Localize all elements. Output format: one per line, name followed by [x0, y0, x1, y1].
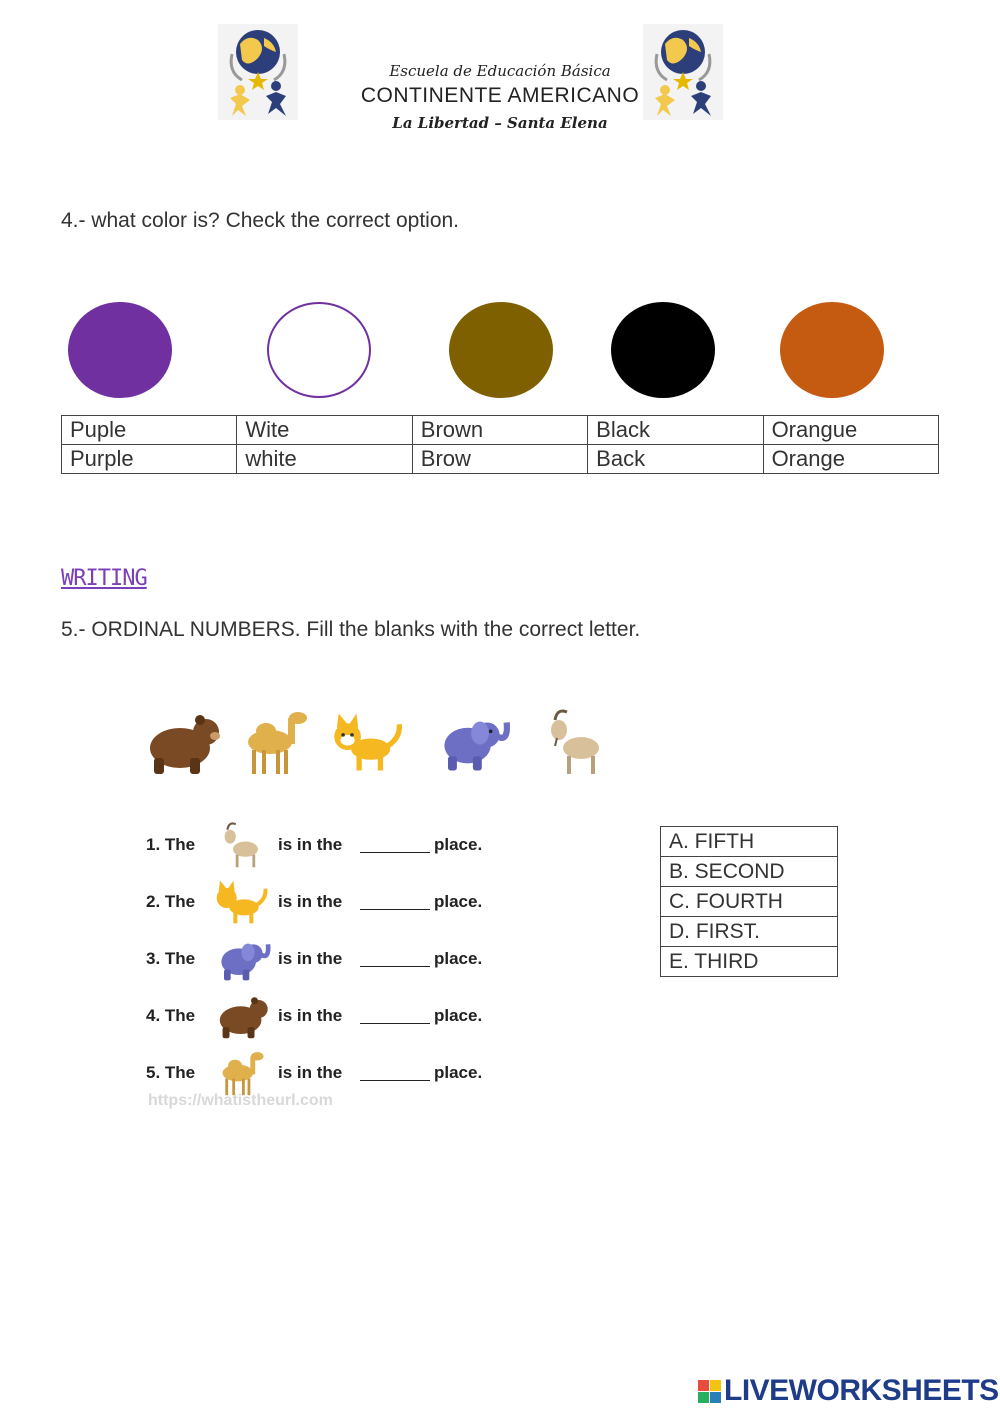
- table-row: [661, 857, 838, 887]
- question-4-prompt: 4.- what color is? Check the correct option.: [61, 209, 460, 232]
- option-cell[interactable]: Wite: [237, 416, 412, 445]
- option-cell[interactable]: Back: [588, 445, 763, 474]
- table-row: [661, 827, 838, 857]
- sentence-mid: is in the: [278, 892, 343, 911]
- swatch-brown: [449, 302, 553, 398]
- option-cell[interactable]: Orange: [763, 445, 938, 474]
- answer-option: E. THIRD: [661, 947, 838, 977]
- sentence-5: [146, 1048, 482, 1098]
- goat-icon: [212, 820, 272, 870]
- bear-icon: [212, 991, 272, 1041]
- table-row: [62, 445, 939, 474]
- school-location: La Libertad – Santa Elena: [392, 114, 608, 132]
- sentence-list: [146, 820, 482, 1098]
- sentence-mid: is in the: [278, 949, 343, 968]
- school-line1: Escuela de Educación Básica: [389, 62, 611, 80]
- sentence-end: place.: [434, 1063, 483, 1082]
- sentence-number: 2. The: [146, 892, 196, 911]
- option-cell[interactable]: Orangue: [763, 416, 938, 445]
- sentence-number: 1. The: [146, 835, 196, 854]
- answer-option: D. FIRST.: [661, 917, 838, 947]
- answer-options-table: [660, 826, 838, 977]
- answer-option: B. SECOND: [661, 857, 838, 887]
- school-logo-icon: [218, 24, 298, 120]
- table-row: [661, 917, 838, 947]
- swatch-black: [611, 302, 715, 398]
- option-cell[interactable]: Black: [588, 416, 763, 445]
- cat-icon: [212, 877, 272, 927]
- elephant-icon: [212, 934, 272, 984]
- school-header: [350, 62, 650, 132]
- sentence-number: 4. The: [146, 1006, 196, 1025]
- sentence-3: [146, 934, 482, 984]
- sentence-number: 3. The: [146, 949, 196, 968]
- elephant-icon: [432, 706, 512, 778]
- sentence-mid: is in the: [278, 1063, 343, 1082]
- watermark-text: https://whatistheurl.com: [148, 1092, 333, 1109]
- option-cell[interactable]: Purple: [62, 445, 237, 474]
- option-cell[interactable]: Brown: [412, 416, 587, 445]
- answer-option: C. FOURTH: [661, 887, 838, 917]
- brand-text: LIVEWORKSHEETS: [724, 1374, 999, 1407]
- answer-blank[interactable]: [360, 895, 430, 910]
- school-logo-left: [218, 24, 298, 120]
- liveworksheets-logo: [698, 1374, 999, 1408]
- school-logo-icon: [643, 24, 723, 120]
- question-5-prompt: 5.- ORDINAL NUMBERS. Fill the blanks with the correct letter.: [61, 618, 641, 641]
- option-cell[interactable]: Brow: [412, 445, 587, 474]
- sentence-end: place.: [434, 835, 483, 854]
- sentence-4: [146, 991, 482, 1041]
- camel-icon: [212, 1048, 272, 1098]
- answer-blank[interactable]: [360, 1066, 430, 1081]
- writing-heading: WRITING: [61, 566, 147, 591]
- school-logo-right: [643, 24, 723, 120]
- sentence-number: 5. The: [146, 1063, 196, 1082]
- liveworksheets-mark-icon: [698, 1380, 721, 1403]
- swatch-white: [267, 302, 371, 398]
- sentence-mid: is in the: [278, 1006, 343, 1025]
- swatch-purple: [68, 302, 172, 398]
- goat-icon: [536, 706, 616, 778]
- option-cell[interactable]: Puple: [62, 416, 237, 445]
- cat-icon: [328, 706, 408, 778]
- table-row: [661, 947, 838, 977]
- camel-icon: [236, 706, 316, 778]
- sentence-end: place.: [434, 892, 483, 911]
- swatch-orange: [780, 302, 884, 398]
- color-options-table: [61, 415, 939, 474]
- answer-blank[interactable]: [360, 952, 430, 967]
- sentence-mid: is in the: [278, 835, 343, 854]
- table-row: [62, 416, 939, 445]
- table-row: [661, 887, 838, 917]
- bear-icon: [142, 706, 222, 778]
- sentence-end: place.: [434, 949, 483, 968]
- answer-blank[interactable]: [360, 1009, 430, 1024]
- sentence-end: place.: [434, 1006, 483, 1025]
- sentence-2: [146, 877, 482, 927]
- answer-option: A. FIFTH: [661, 827, 838, 857]
- sentence-1: [146, 820, 482, 870]
- answer-blank[interactable]: [360, 838, 430, 853]
- option-cell[interactable]: white: [237, 445, 412, 474]
- school-name: CONTINENTE AMERICANO: [360, 84, 640, 107]
